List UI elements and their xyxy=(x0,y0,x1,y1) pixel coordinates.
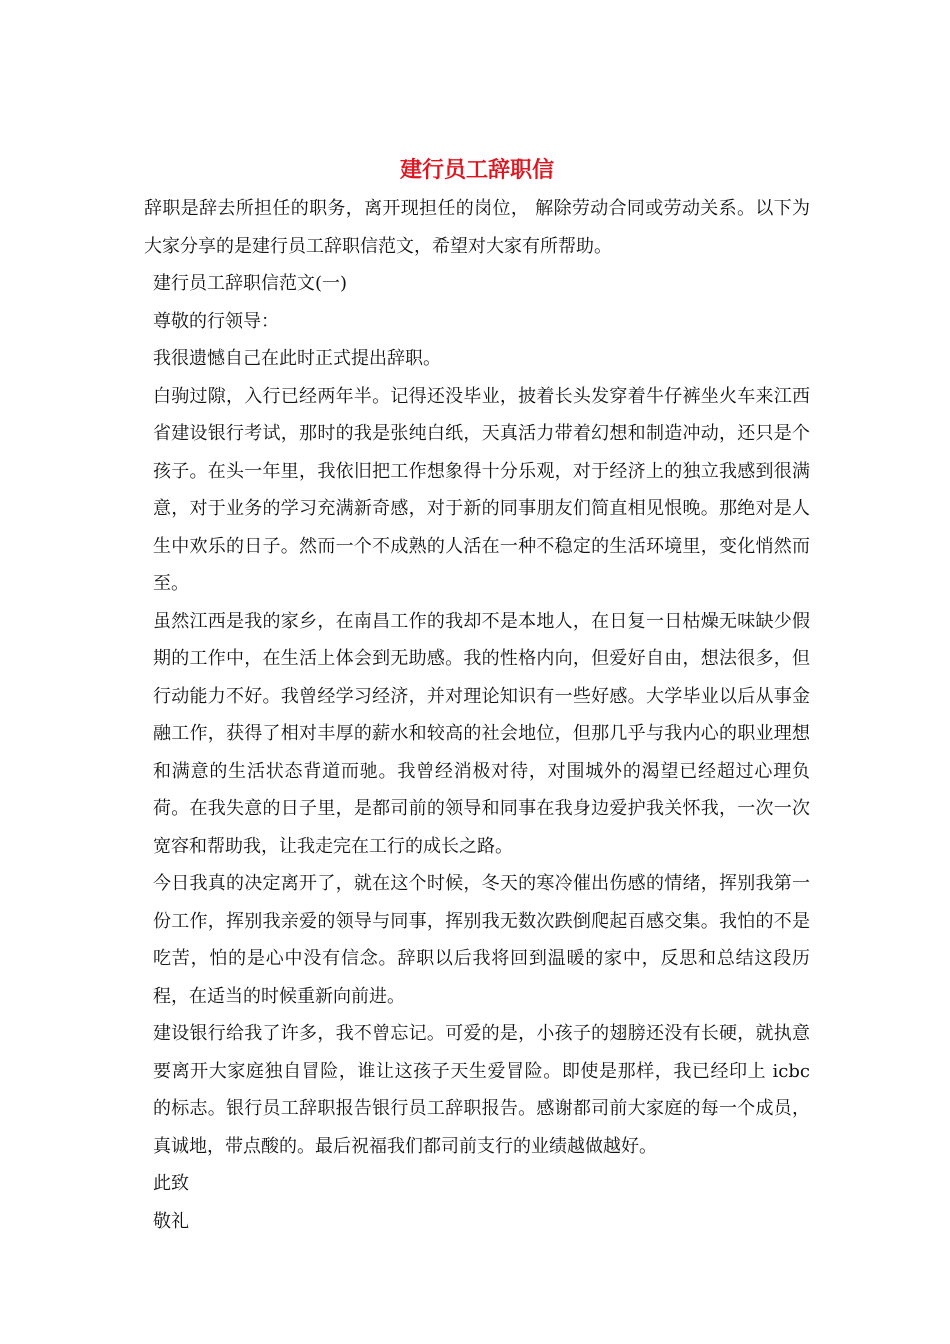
closing-salute: 敬礼 xyxy=(153,1210,189,1232)
intro-paragraph: 辞职是辞去所担任的职务，离开现担任的岗位， 解除劳动合同或劳动关系。以下为大家分享的是建行员工辞职信范文，希望对大家有所帮助。 xyxy=(144,198,810,257)
document-body xyxy=(144,150,810,1240)
document-title: 建行员工辞职信 xyxy=(399,157,554,183)
body-paragraph-2: 白驹过隙，入行已经两年半。记得还没毕业，披着长头发穿着牛仔裤坐火车来江西省建设银行考试，那时的我是张纯白纸，天真活力带着幻想和制造冲动，还只是个孩子。在头一年里，我依旧把工作想象得十分乐观，对于经济上的独立我感到很满意，对于业务的学习充满新奇感，对于新的同事朋友们简直相见恨晚。那绝对是人生中欢乐的日子。然而一个不成熟的人活在一种不稳定的生活环境里，变化悄然而至。 xyxy=(153,385,810,594)
body-paragraph-5: 建设银行给我了许多，我不曾忘记。可爱的是，小孩子的翅膀还没有长硬，就执意要离开大家庭独自冒险，谁让这孩子天生爱冒险。即使是那样，我已经印上 icbc 的标志。银行员工辞职报告银行员工辞职报告。感谢都司前大家庭的每一个成员，真诚地，带点酸的。最后祝福我们都司前支行的业绩越做越好。 xyxy=(153,1023,810,1157)
sample-heading: 建行员工辞职信范文(一) xyxy=(153,273,348,294)
salutation: 尊敬的行领导： xyxy=(153,310,279,332)
body-paragraph-1: 我很遗憾自己在此时正式提出辞职。 xyxy=(153,348,441,369)
body-paragraph-3: 虽然江西是我的家乡，在南昌工作的我却不是本地人，在日复一日枯燥无味缺少假期的工作中，在生活上体会到无助感。我的性格内向，但爱好自由，想法很多，但行动能力不好。我曾经学习经济，并对理论知识有一些好感。大学毕业以后从事金融工作，获得了相对丰厚的薪水和较高的社会地位，但那几乎与我内心的职业理想和满意的生活状态背道而驰。我曾经消极对待，对围城外的渴望已经超过心理负荷。在我失意的日子里，是都司前的领导和同事在我身边爱护我关怀我，一次一次宽容和帮助我，让我走完在工行的成长之路。 xyxy=(153,610,810,857)
closing-greeting: 此致 xyxy=(153,1173,189,1194)
body-paragraph-4: 今日我真的决定离开了，就在这个时候，冬天的寒冷催出伤感的情绪，挥别我第一份工作，挥别我亲爱的领导与同事，挥别我无数次跌倒爬起百感交集。我怕的不是吃苦，怕的是心中没有信念。辞职以后我将回到温暖的家中，反思和总结这段历程，在适当的时候重新向前进。 xyxy=(153,873,810,1007)
